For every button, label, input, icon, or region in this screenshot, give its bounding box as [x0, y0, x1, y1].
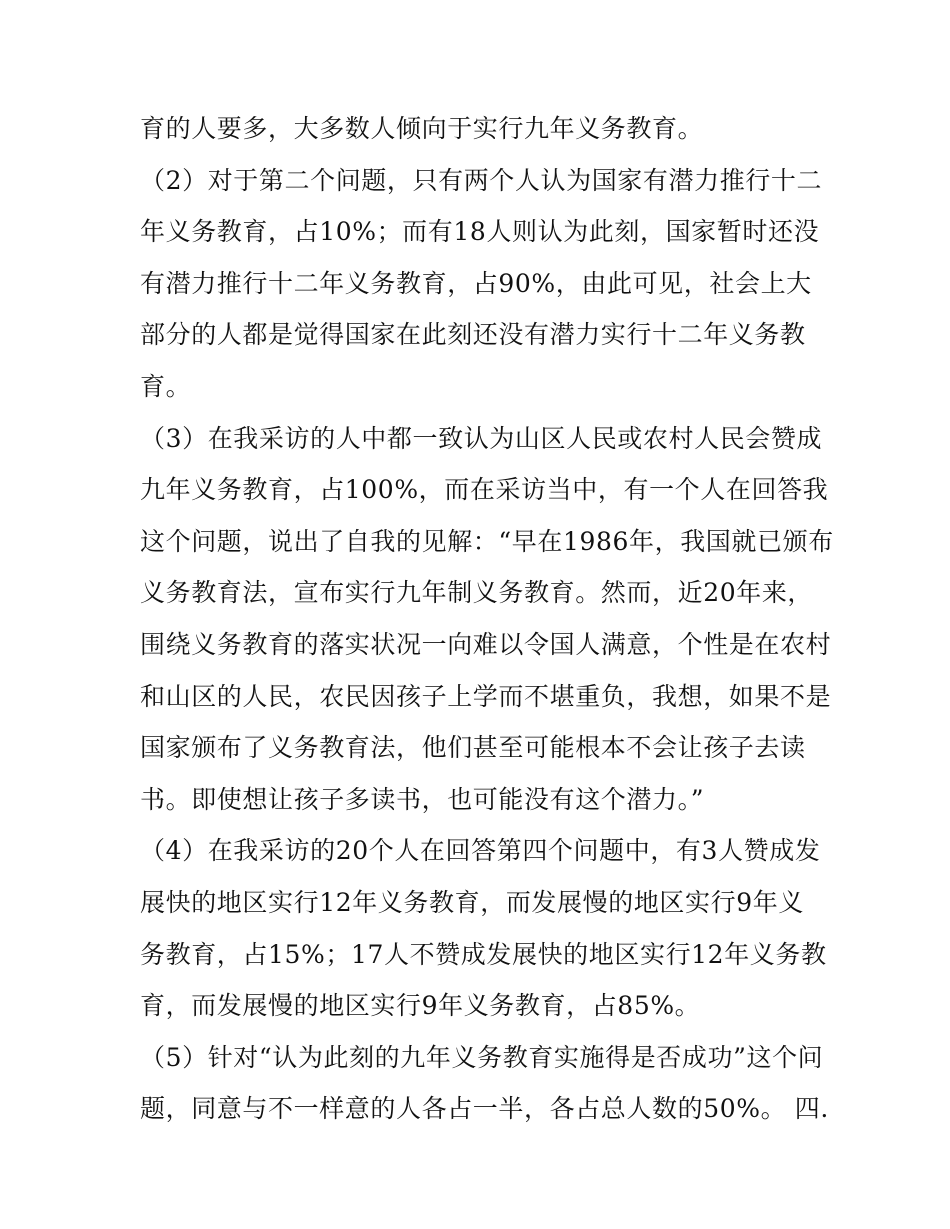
body-text [140, 103, 834, 1135]
text-line: 育的人要多，大多数人倾向于实行九年义务教育。 [140, 114, 704, 143]
text-line: 年义务教育，占10%；而有18人则认为此刻，国家暂时还没 [140, 217, 820, 247]
text-line: 围绕义务教育的落实状况一向难以令国人满意，个性是在农村 [140, 629, 832, 659]
text-line: 有潜力推行十二年义务教育，占90%，由此可见，社会上大 [140, 268, 812, 298]
text-line: 义务教育法，宣布实行九年制义务教育。然而，近20年来， [140, 578, 814, 608]
text-line: 和山区的人民，农民因孩子上学而不堪重负，我想，如果不是 [140, 681, 832, 711]
text-line: 务教育，占15%；17人不赞成发展快的地区实行12年义务教 [140, 939, 827, 969]
text-line: 题，同意与不一样意的人各占一半，各占总人数的50%。 四. [140, 1094, 829, 1124]
text-line: 育，而发展慢的地区实行9年义务教育，占85%。 [140, 991, 701, 1021]
text-line: （4）在我采访的20个人在回答第四个问题中，有3人赞成发 [140, 836, 821, 866]
text-line: （5）针对“认为此刻的九年义务教育实施得是否成功”这个问 [140, 1042, 824, 1072]
text-line: （3）在我采访的人中都一致认为山区人民或农村人民会赞成 [140, 423, 823, 453]
text-line: 九年义务教育，占100%，而在采访当中，有一个人在回答我 [140, 475, 829, 505]
text-line: 书。即使想让孩子多读书，也可能没有这个潜力。” [140, 784, 705, 814]
text-line: 国家颁布了义务教育法，他们甚至可能根本不会让孩子去读 [140, 733, 806, 763]
text-line: （2）对于第二个问题，只有两个人认为国家有潜力推行十二 [140, 165, 823, 195]
text-line: 展快的地区实行12年义务教育，而发展慢的地区实行9年义 [140, 887, 804, 917]
text-line: 部分的人都是觉得国家在此刻还没有潜力实行十二年义务教 [140, 320, 806, 350]
text-line: 育。 [140, 371, 192, 401]
text-line: 这个问题，说出了自我的见解：“早在1986年，我国就已颁布 [140, 526, 834, 556]
